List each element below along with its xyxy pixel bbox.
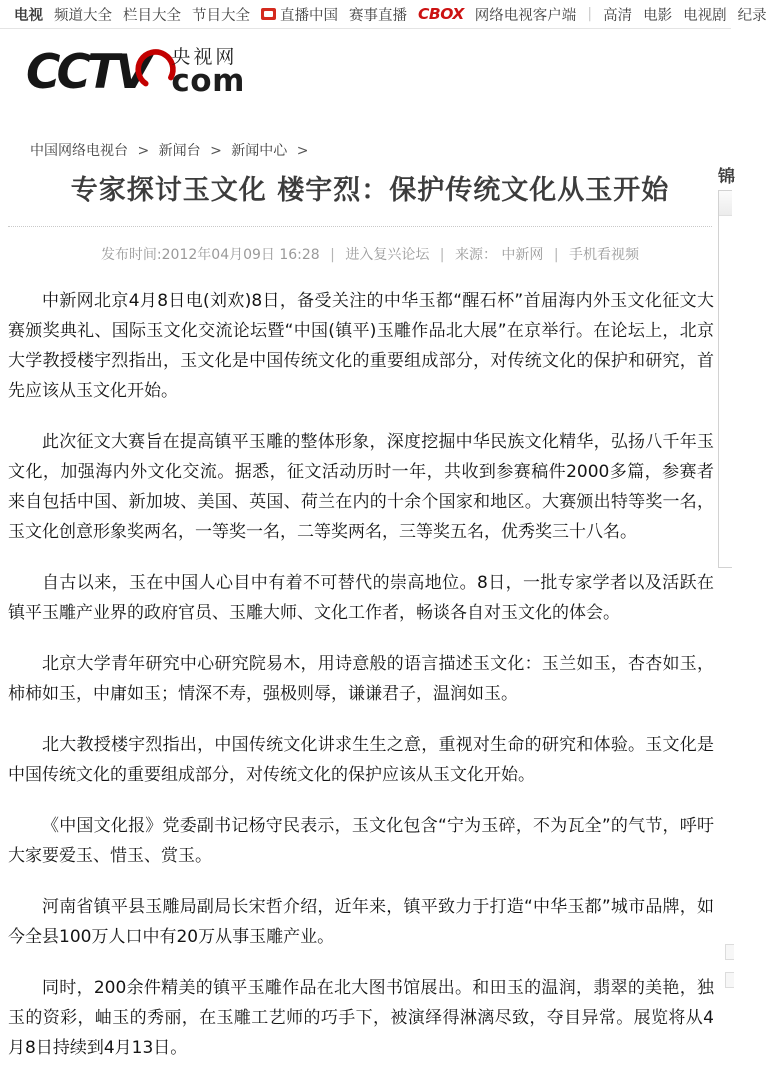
nav-item-tv[interactable]: 电视 (14, 7, 43, 24)
cctv-logo-text-column (171, 45, 245, 99)
sidebar-module-fragment (718, 190, 732, 568)
article-body (8, 286, 714, 1084)
forum-link[interactable]: 进入复兴论坛 (345, 247, 430, 263)
cctv-logo[interactable] (26, 42, 245, 100)
breadcrumb-separator: > (210, 143, 222, 159)
article-paragraph: 河南省镇平县玉雕局副局长宋哲介绍，近年来，镇平致力于打造“中华玉都”城市品牌，如今全县100万人口中有20万从事玉雕产业。 (8, 897, 714, 947)
meta-separator: | (439, 247, 445, 263)
article-paragraph: 同时，200余件精美的镇平玉雕作品在北大图书馆展出。和田玉的温润，翡翠的美艳，独玉的资彩，岫玉的秀丽，在玉雕工艺师的巧手下，被演绎得淋漓尽致，夺目异常。展览将从4月8日持续到4月13日。 (8, 978, 714, 1058)
breadcrumb-item-news-channel[interactable]: 新闻台 (158, 143, 201, 159)
nav-separator: | (587, 6, 593, 22)
meta-separator: | (553, 247, 559, 263)
cctv-logo-site-name: 央视网 (171, 45, 238, 68)
nav-item-tv-series[interactable]: 电视剧 (683, 7, 727, 24)
title-divider (8, 226, 712, 227)
breadcrumb-item-cntv[interactable]: 中国网络电视台 (30, 143, 128, 159)
article-paragraph: 北大教授楼宇烈指出，中国传统文化讲求生生之意，重视对生命的研究和体验。玉文化是中国传统文化的重要组成部分，对传统文化的保护应该从玉文化开始。 (8, 735, 714, 785)
nav-item-channel-directory[interactable]: 频道大全 (54, 7, 112, 24)
sidebar-module-header-fragment (719, 191, 732, 216)
nav-item-sports-live[interactable]: 赛事直播 (349, 7, 407, 24)
breadcrumb-item-news-center[interactable]: 新闻中心 (231, 143, 288, 159)
nav-item-cbox-logo[interactable]: CBOX (418, 5, 464, 23)
nav-item-live-china-label: 直播中国 (280, 7, 338, 24)
nav-item-column-directory[interactable]: 栏目大全 (123, 7, 181, 24)
nav-item-documentary[interactable]: 纪录 (737, 7, 767, 24)
top-navigation (0, 0, 767, 29)
nav-item-program-directory[interactable]: 节目大全 (192, 7, 250, 24)
cctv-logo-brand-text: CCTV (26, 44, 148, 100)
right-edge-fragment (725, 972, 734, 988)
breadcrumb-separator: > (137, 143, 150, 159)
article-paragraph: 自古以来，玉在中国人心目中有着不可替代的崇高地位。8日，一批专家学者以及活跃在镇平玉雕产业界的政府官员、玉雕大师、文化工作者，畅谈各自对玉文化的体会。 (8, 573, 714, 623)
live-tv-icon (261, 8, 276, 20)
nav-item-hd[interactable]: 高清 (603, 7, 633, 24)
cctv-logo-domain: com (171, 62, 245, 99)
page-title: 专家探讨玉文化 楼宇烈：保护传统文化从玉开始 (70, 175, 670, 206)
article-paragraph: 此次征文大赛旨在提高镇平玉雕的整体形象，深度挖掘中华民族文化精华，弘扬八千年玉文化，加强海内外文化交流。据悉，征文活动历时一年，共收到参赛稿件2000多篇，参赛者来自包括中国、新加坡、美国、英国、荷兰在内的十余个国家和地区。大赛颁出特等奖一名，玉文化创意形象奖两名，一等奖一名，二等奖两名，三等奖五名，优秀奖三十八名。 (8, 432, 714, 542)
sidebar-partial-title: 锦 (718, 167, 735, 187)
meta-separator: | (330, 247, 335, 263)
article-meta (0, 244, 740, 264)
article-paragraph: 《中国文化报》党委副书记杨守民表示，玉文化包含“宁为玉碎，不为瓦全”的气节，呼吁大家要爱玉、惜玉、赏玉。 (8, 816, 714, 866)
article-paragraph: 中新网北京4月8日电(刘欢)8日，备受关注的中华玉都“醒石杯”首届海内外玉文化征文大赛颁奖典礼、国际玉文化交流论坛暨“中国(镇平)玉雕作品北大展”在京举行。在论坛上，北京大学教授楼宇烈指出，玉文化是中国传统文化的重要组成部分，对传统文化的保护和研究，首先应该从玉文化开始。 (8, 291, 714, 401)
breadcrumb-separator: > (296, 143, 309, 159)
breadcrumb (30, 140, 313, 160)
right-edge-fragment (725, 944, 734, 960)
nav-item-live-china[interactable] (261, 4, 338, 25)
nav-item-web-tv-client[interactable]: 网络电视客户端 (474, 7, 577, 24)
nav-item-movies[interactable]: 电影 (643, 7, 673, 24)
publish-time: 发布时间:2012年04月09日 16:28 (100, 247, 320, 263)
source-link[interactable]: 中新网 (501, 247, 544, 263)
mobile-video-link[interactable]: 手机看视频 (569, 247, 640, 263)
source-label: 来源： (454, 247, 497, 263)
article-paragraph: 北京大学青年研究中心研究院易木，用诗意般的语言描述玉文化：玉兰如玉，杏杏如玉，柿柿如玉，中庸如玉；情深不寿，强极则辱，谦谦君子，温润如玉。 (8, 654, 714, 704)
